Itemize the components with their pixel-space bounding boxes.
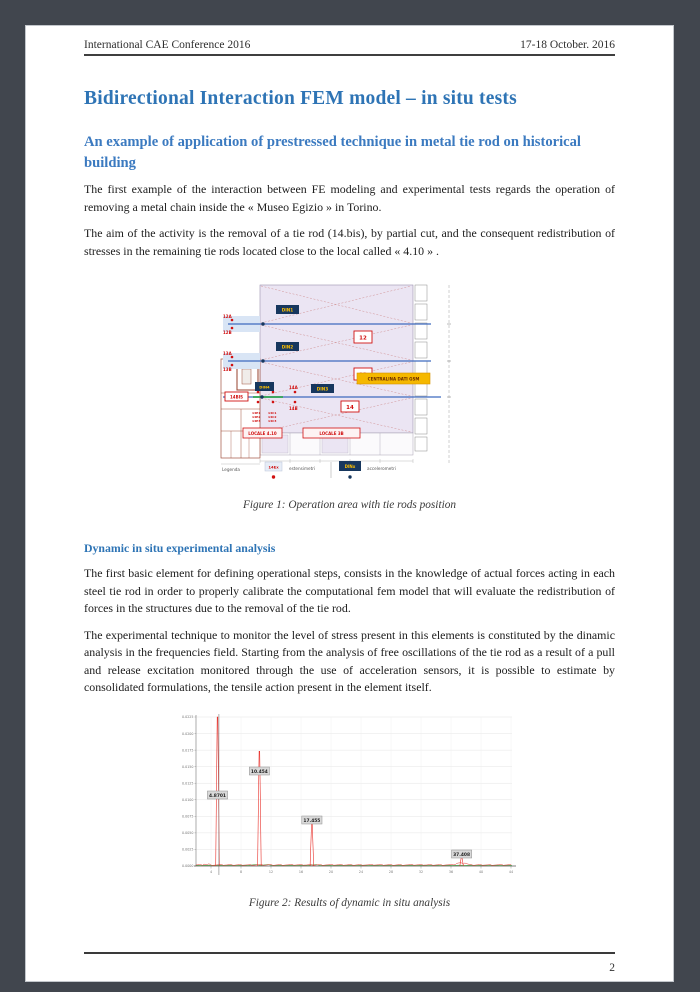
dimension-marks — [221, 459, 413, 464]
page-footer — [84, 952, 615, 974]
page-number: 2 — [609, 962, 615, 974]
gauge-label-13a: 13A — [222, 351, 232, 357]
centralina-tag — [357, 373, 430, 384]
plan-right-wall — [415, 285, 427, 451]
legend-gauge-sample: 14Ex — [267, 464, 279, 470]
plan-reference-dashed-line — [447, 285, 451, 463]
svg-text:0.0100: 0.0100 — [182, 797, 194, 802]
gauge-label-14e1: 14E1 — [251, 411, 260, 416]
din2-tag: DIN2 — [281, 344, 293, 350]
rod14-tag: 14 — [345, 405, 354, 412]
svg-text:17.455: 17.455 — [303, 818, 321, 824]
svg-text:0.0200: 0.0200 — [182, 731, 194, 736]
svg-text:0.0125: 0.0125 — [182, 781, 194, 786]
svg-text:28: 28 — [388, 869, 394, 874]
svg-text:32: 32 — [418, 869, 424, 874]
header-date: 17-18 October. 2016 — [520, 39, 615, 51]
figure1-caption: Figure 1: Operation area with tie rods position — [242, 499, 457, 512]
svg-text:20: 20 — [328, 869, 334, 874]
locale-3b-tag: LOCALE 3B — [318, 431, 344, 437]
svg-text:4: 4 — [209, 869, 213, 874]
figure-1 — [84, 281, 615, 511]
svg-text:24: 24 — [358, 869, 364, 874]
gauge-label-14e3: 14E3 — [251, 419, 260, 424]
rod12-tag: 12 — [358, 335, 367, 342]
centralina-tag-label: CENTRALINA DATI GSM — [367, 376, 419, 382]
svg-text:37.408: 37.408 — [453, 852, 471, 858]
gauge-label-12b: 12B — [222, 330, 232, 336]
svg-text:0.0175: 0.0175 — [182, 748, 194, 753]
figure1-plan-image — [215, 281, 485, 491]
legend-accel-sample: DINx — [344, 464, 355, 470]
document-title: Bidirectional Interaction FEM model – in situ tests — [84, 88, 517, 109]
svg-text:0.0025: 0.0025 — [182, 847, 194, 852]
legend-gauge-text: estensimetri — [288, 466, 315, 472]
svg-text:4.8701: 4.8701 — [209, 793, 227, 799]
gauge-label-13b: 13B — [222, 367, 232, 373]
document-subtitle: An example of application of prestressed technique in metal tie rod on historical building — [84, 134, 581, 171]
svg-text:40: 40 — [478, 869, 484, 874]
svg-text:0.0150: 0.0150 — [182, 764, 194, 769]
din4-tag: DIN4 — [258, 384, 270, 390]
figure-2 — [84, 711, 615, 909]
paragraph-intro: The first example of the interaction between FE modeling and experimental tests regards the operation of removing a metal chain inside the « Museo Egizio » in Torino. — [84, 182, 615, 214]
legend-accel-text: accelerometri — [366, 466, 396, 472]
svg-text:44: 44 — [508, 869, 514, 874]
gauge-label-14b: 14B — [288, 406, 298, 412]
svg-text:36: 36 — [448, 869, 454, 874]
gauge-label-14c3: 14C3 — [267, 419, 276, 424]
legend-title: Legenda — [221, 467, 240, 473]
gauge-label-14c1: 14C1 — [267, 411, 276, 416]
svg-text:16: 16 — [298, 869, 304, 874]
svg-text:0.0225: 0.0225 — [182, 715, 194, 720]
svg-text:0.0075: 0.0075 — [182, 814, 194, 819]
svg-text:8: 8 — [239, 869, 243, 874]
figure2-spectrum-chart — [182, 711, 517, 889]
document-page — [25, 25, 674, 982]
figure2-caption: Figure 2: Results of dynamic in situ analysis — [248, 896, 451, 909]
locale-410-tag: LOCALE 4.10 — [247, 431, 277, 437]
gauge-label-14a: 14A — [288, 385, 298, 391]
din3-tag: DIN3 — [316, 386, 328, 392]
paragraph-aim: The aim of the activity is the removal of a tie rod (14.bis), by partial cut, and the consequent redistribution of stresses in the remaining tie rods located close to the local called « 4.10 » . — [84, 226, 615, 258]
legend-gauge-dot — [271, 476, 274, 479]
gauge-label-14e2: 14E2 — [251, 415, 260, 420]
gauge-label-14c2: 14C2 — [267, 415, 276, 420]
header-conference-title: International CAE Conference 2016 — [84, 39, 251, 51]
svg-text:0.0050: 0.0050 — [182, 831, 194, 836]
gauge-label-12a: 12A — [222, 314, 232, 320]
plan-left-building — [221, 359, 260, 458]
svg-text:0.0000: 0.0000 — [182, 864, 194, 869]
svg-text:10.454: 10.454 — [250, 769, 268, 775]
paragraph-forces: The first basic element for defining operational steps, consists in the knowledge of actual forces acting in each steel tie rod in order to properly calibrate the computational fem model that will evaluate the redistribution of forces in the structures due to the removal of the tie rod. — [84, 566, 615, 616]
section-heading: Dynamic in situ experimental analysis — [84, 541, 276, 556]
rod14bis-tag: 14BIS — [229, 394, 243, 400]
figure1-legend — [222, 461, 396, 479]
legend-accel-dot — [348, 476, 351, 479]
svg-text:12: 12 — [268, 869, 274, 874]
page-header — [84, 26, 615, 56]
paragraph-technique: The experimental technique to monitor the level of stress present in this elements is constituted by the dinamic analysis in the frequencies field. Starting from the analysis of free oscillations of the tie rod as a result of a pull and release excitation monitored through the use of acceleration sensors, it is possible to estimate by consolidated formulations, the tensile action present in the element itself. — [84, 627, 615, 695]
din1-tag: DIN1 — [281, 307, 293, 313]
